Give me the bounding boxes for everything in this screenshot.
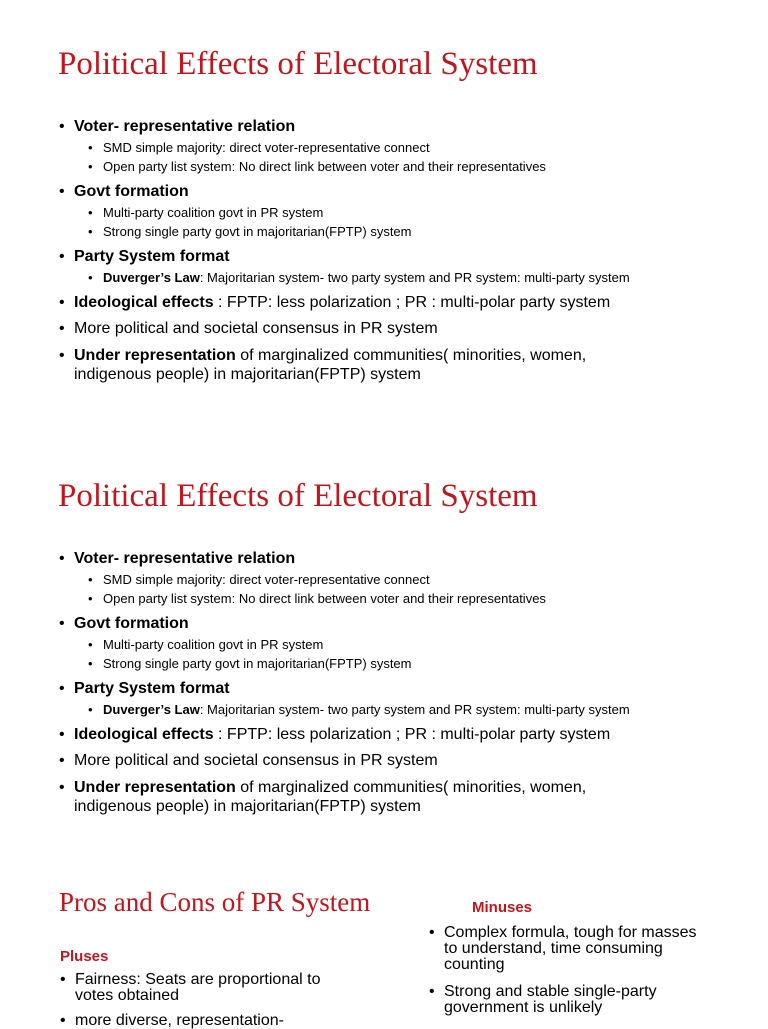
bullet-dot: •	[88, 702, 93, 717]
bullet-text: : FPTP: less polarization ; PR : multi-polar party system	[213, 294, 611, 311]
bullet-dot: •	[88, 591, 93, 606]
sub-bullet-bold-text: Duverger’s Law	[103, 270, 200, 285]
sub-bullet-text: SMD simple majority: direct voter-representative connect	[103, 140, 430, 155]
sub-bullet-text: Multi-party coalition govt in PR system	[103, 205, 324, 220]
minuses-heading: Minuses	[472, 899, 533, 916]
sub-bullet-text: Open party list system: No direct link between voter and their representatives	[103, 591, 546, 606]
bullet-dot: •	[59, 118, 65, 135]
bullet-bold-text: Voter- representative relation	[74, 118, 296, 135]
bullet-text: of marginalized communities( minorities, women,	[235, 347, 587, 364]
bullet-text: : FPTP: less polarization ; PR : multi-polar party system	[213, 726, 611, 743]
sub-bullet-text: Strong single party govt in majoritarian(FPTP) system	[103, 224, 412, 239]
bullet-dot: •	[59, 752, 65, 769]
bullet-dot: •	[88, 140, 93, 155]
bullet-dot: •	[59, 320, 65, 337]
slide-title: Political Effects of Electoral System	[58, 478, 538, 514]
bullet-bold-text: Under representation	[74, 347, 236, 364]
sub-bullet-bold-text: Duverger’s Law	[103, 702, 200, 717]
bullet-text: More political and societal consensus in PR system	[74, 320, 438, 337]
bullet-dot: •	[60, 971, 66, 988]
sub-bullet-text: Open party list system: No direct link between voter and their representatives	[103, 159, 546, 174]
bullet-dot: •	[88, 159, 93, 174]
bullet-dot: •	[59, 183, 65, 200]
bullet-dot: •	[59, 294, 65, 311]
bullet-dot: •	[88, 656, 93, 671]
sub-bullet-text: : Majoritarian system- two party system and PR system: multi-party system	[199, 270, 630, 285]
bullet-bold-text: Party System format	[74, 680, 230, 697]
slide-title: Pros and Cons of PR System	[59, 887, 371, 917]
bullet-bold-text: Party System format	[74, 248, 230, 265]
sub-bullet-text: SMD simple majority: direct voter-representative connect	[103, 572, 430, 587]
bullet-dot: •	[59, 248, 65, 265]
bullet-dot: •	[59, 347, 65, 364]
bullet-dot: •	[59, 680, 65, 697]
bullet-bold-text: Ideological effects	[74, 294, 214, 311]
bullet-dot: •	[88, 637, 93, 652]
bullet-bold-text: Ideological effects	[74, 726, 214, 743]
bullet-bold-text: Govt formation	[74, 183, 189, 200]
sub-bullet-text: Strong single party govt in majoritarian(FPTP) system	[103, 656, 412, 671]
bullet-dot: •	[429, 983, 435, 1000]
plus-item-text: more diverse, representation-	[75, 1012, 284, 1029]
bullet-dot: •	[88, 205, 93, 220]
bullet-text: More political and societal consensus in PR system	[74, 752, 438, 769]
slide-title: Political Effects of Electoral System	[58, 46, 538, 82]
minus-item-text: Complex formula, tough for masses to understand, time consuming counting	[444, 924, 697, 973]
bullet-dot: •	[59, 779, 65, 796]
bullet-dot: •	[59, 615, 65, 632]
bullet-dot: •	[429, 924, 435, 941]
sub-bullet-text: : Majoritarian system- two party system and PR system: multi-party system	[199, 702, 630, 717]
pluses-heading: Pluses	[60, 948, 109, 965]
bullet-dot: •	[88, 572, 93, 587]
bullet-bold-text: Govt formation	[74, 615, 189, 632]
bullet-bold-text: Voter- representative relation	[74, 550, 296, 567]
bullet-text-line2: indigenous people) in majoritarian(FPTP) system	[74, 366, 421, 383]
bullet-text-line2: indigenous people) in majoritarian(FPTP) system	[74, 798, 421, 815]
bullet-dot: •	[59, 726, 65, 743]
bullet-bold-text: Under representation	[74, 779, 236, 796]
bullet-dot: •	[59, 550, 65, 567]
minus-item-text: Strong and stable single-party government is unlikely	[444, 983, 657, 1016]
sub-bullet-text: Multi-party coalition govt in PR system	[103, 637, 324, 652]
bullet-dot: •	[88, 270, 93, 285]
plus-item-text: Fairness: Seats are proportional to votes obtained	[75, 971, 321, 1004]
bullet-text: of marginalized communities( minorities, women,	[235, 779, 587, 796]
bullet-dot: •	[88, 224, 93, 239]
bullet-dot: •	[60, 1012, 66, 1029]
